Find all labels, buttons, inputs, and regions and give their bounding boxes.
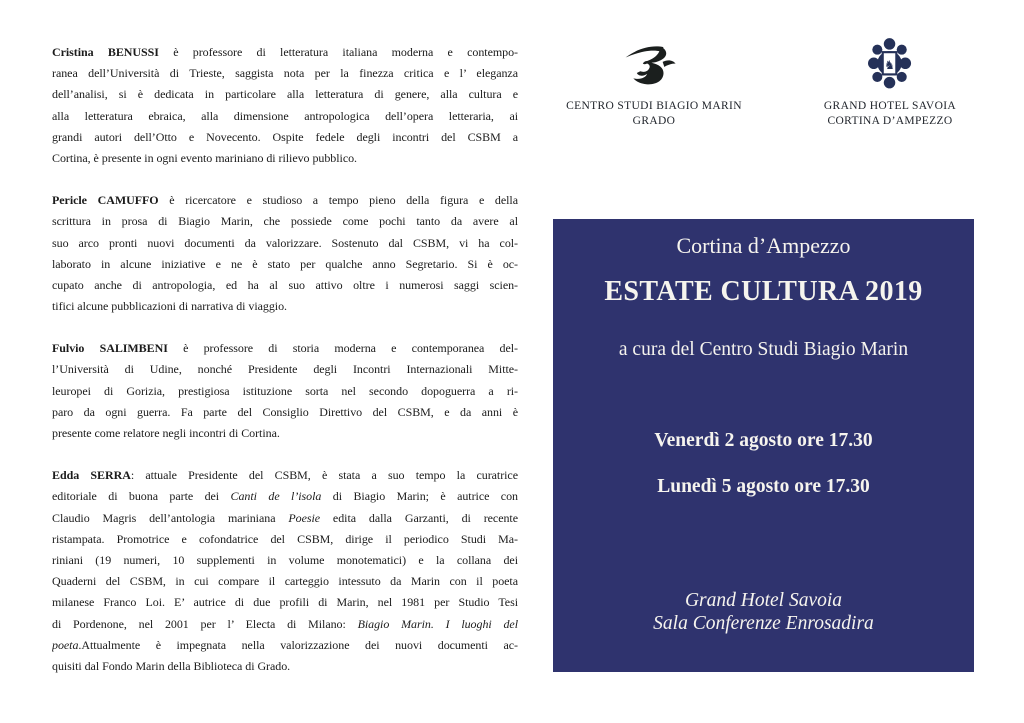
bio-line: scrittura in prosa di Biagio Marin, che possiede come pochi tanto da avere al [52,214,518,229]
bio-paragraph [52,190,518,317]
poster-venue-line2: Sala Conferenze Enrosadira [653,612,874,634]
svg-text:♞: ♞ [884,58,896,73]
bio-line: quisiti dal Fondo Marin della Biblioteca di Grado. [52,658,291,673]
bio-line: laborato in alcune iniziative e ne è stato per qualche anno Segretario. Si è oc- [52,256,518,271]
csbm-caption-line1: CENTRO STUDI BIAGIO MARIN [566,100,742,112]
event-poster [553,219,974,672]
savoia-caption-line1: GRAND HOTEL SAVOIA [823,100,957,112]
bio-line: grandi autori dell’Otto e Novecento. Ospite fedele degli incontri del CSBM a [52,129,518,144]
poster-venue-line1: Grand Hotel Savoia [684,590,843,611]
bio-line: Cristina BENUSSI è professore di letteratura italiana moderna e contempo- [52,45,518,59]
bio-line: ranea dell’Università di Trieste, saggista nota per la finezza critica e l’ eleganza [52,66,518,81]
bio-line: paro da ogni guerra. Fa parte del Consiglio Direttivo del CSBM, e da anni è [52,404,518,419]
bio-line: l’Università di Udine, nonché Presidente degli Incontri Internazionali Mitte- [52,362,518,377]
bio-line: leuropei di Gorizia, prestigiosa istituzione sorta nel secondo dopoguerra a ri- [52,383,518,398]
poster-location: Cortina d’Ampezzo [676,233,851,258]
bio-line: Cortina, è presente in ogni evento mariniano di rilievo pubblico. [52,150,358,165]
bio-line: milanese Franco Loi. E’ autrice di due profili di Marin, nel 1981 per Studio Tesi [52,595,518,610]
bio-line: tifici alcune pubblicazioni di narrativa di viaggio. [52,299,287,314]
bio-line: presente come relatore negli incontri di Cortina. [52,426,280,440]
csbm-caption-line2: GRADO [632,114,676,127]
poster-venue [553,590,974,635]
bio-line: ristampata. Promotrice e cofondatrice del CSBM, dirige il periodico Studi Ma- [52,531,518,546]
poster-title: ESTATE CULTURA 2019 [604,276,923,307]
savoia-logo-block [806,36,974,128]
bio-line: riniani (19 numeri, 10 supplementi in volume monotematici) e la collana dei [52,552,518,567]
bio-paragraph [52,338,518,444]
csbm-bird-logo-icon [623,42,685,92]
poster-date-2: Lunedì 5 agosto ore 17.30 [657,476,870,497]
savoia-caption-line2: CORTINA D’AMPEZZO [827,114,953,127]
csbm-logo-block [556,42,752,128]
bios-column [52,42,518,698]
bio-line: cupato anche di antropologia, ed ha al suo attivo oltre i numerosi saggi scien- [52,277,518,292]
bio-paragraph [52,42,518,169]
poster-date-1: Venerdì 2 agosto ore 17.30 [654,430,873,451]
bio-line: di Pordenone, nel 2001 per l’ Electa di Milano: Biagio Marin. I luoghi del [52,616,518,631]
bio-line: suo arco pronti nuovi documenti da valorizzare. Sostenuto dal CSBM, vi ha col- [52,235,518,250]
bio-line: poeta.Attualmente è impegnata nella valorizzazione dei nuovi documenti ac- [52,637,518,652]
bio-line: editoriale di buona parte dei Canti de l’isola di Biagio Marin; è autrice con [52,489,518,504]
bio-line: Fulvio SALIMBENI è professore di storia moderna e contemporanea del- [52,341,518,356]
bio-line: Pericle CAMUFFO è ricercatore e studioso a tempo pieno della figura e della [52,193,518,208]
bio-line: Claudio Magris dell’antologia mariniana Poesie edita dalla Garzanti, di recente [52,510,518,525]
bio-line: Edda SERRA: attuale Presidente del CSBM, è stata a suo tempo la curatrice [52,468,518,483]
poster-subtitle: a cura del Centro Studi Biagio Marin [618,339,909,360]
bio-line: Quaderni del CSBM, in cui compare il carteggio intessuto da Marin con il poeta [52,574,518,589]
savoia-crest-icon [868,36,911,92]
bio-line: alla letteratura ebraica, alla dimensione antropologica dell’opera letteraria, ai [52,108,518,123]
bio-paragraph [52,465,518,677]
bio-line: dell’analisi, si è dedicata in particolare alla letteratura di genere, alla cultura e [52,87,518,102]
